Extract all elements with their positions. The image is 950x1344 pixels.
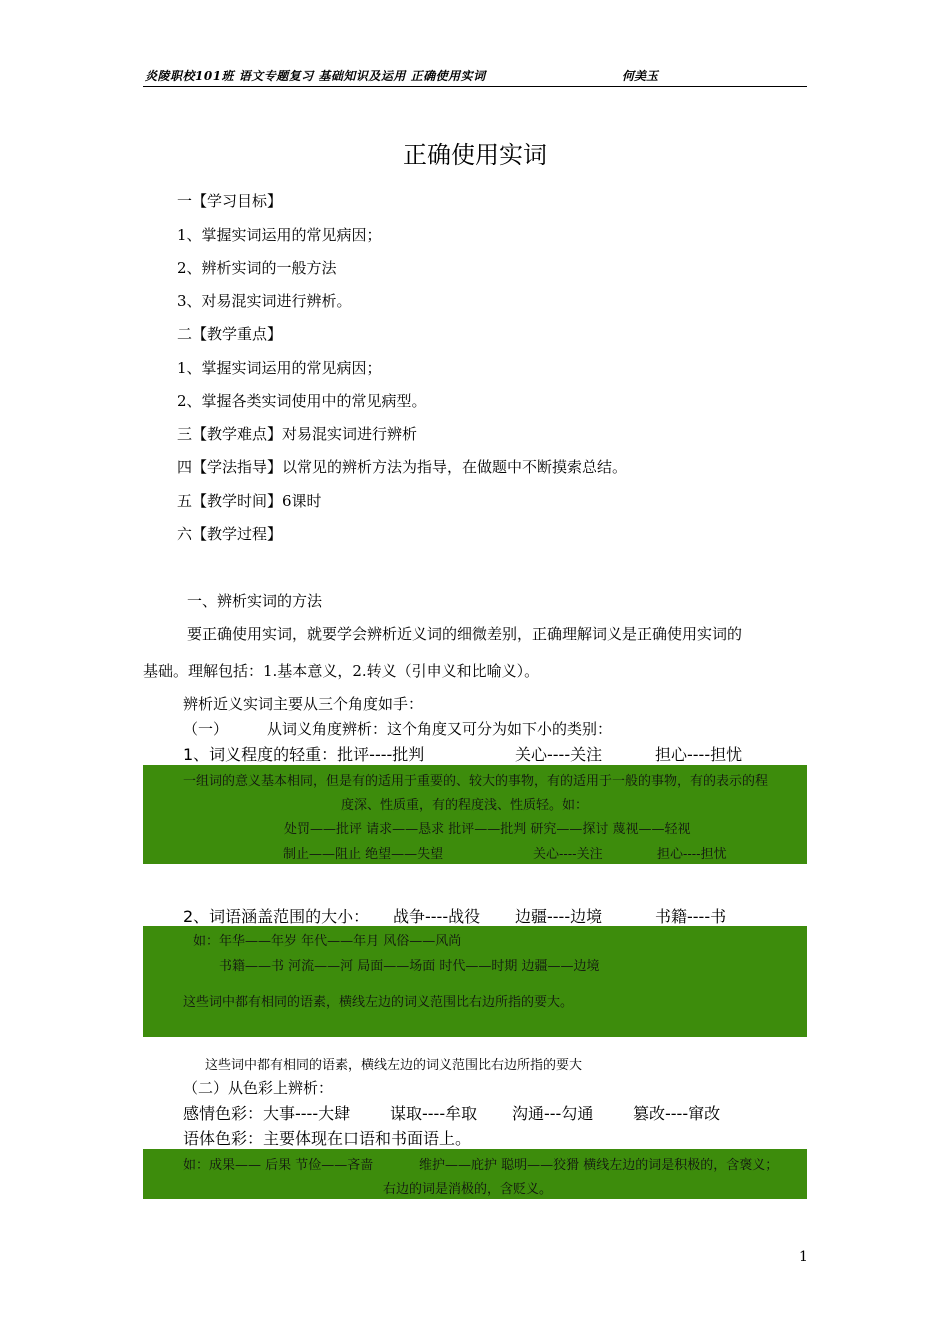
note-line: 这些词中都有相同的语素，横线左边的词义范围比右边所指的要大 <box>205 1058 583 1073</box>
box-1-line-4b: 关心----关注 <box>533 847 603 862</box>
emotion-example-a: 谋取----牟取 <box>390 1104 478 1123</box>
focus-item-1: 1、掌握实词运用的常见病因； <box>177 359 382 377</box>
item-1-label: 1、词义程度的轻重：批评----批判 <box>183 745 425 764</box>
page-title: 正确使用实词 <box>403 141 547 169</box>
item-2-label: 2、词语涵盖范围的大小： <box>183 907 370 926</box>
focus-heading: 二【教学重点】 <box>177 325 283 343</box>
box-2-line-3: 这些词中都有相同的语素，横线左边的词义范围比右边所指的要大。 <box>183 995 574 1010</box>
header-author: 何美玉 <box>622 69 659 83</box>
box-3-line-1b: 维护——庇护 聪明——狡猾 横线左边的词是积极的，含褒义； <box>419 1158 779 1173</box>
item-1-example-b: 担心----担忧 <box>655 745 743 764</box>
header-title: 炎陵职校101班 语文专题复习 基础知识及运用 正确使用实词 <box>145 69 486 83</box>
subsection-2-heading: （二）从色彩上辨析： <box>183 1079 334 1097</box>
goal-item-2: 2、辨析实词的一般方法 <box>177 259 337 277</box>
goal-heading: 一【学习目标】 <box>177 192 283 210</box>
page-number: 1 <box>799 1249 808 1265</box>
highlight-box-2 <box>143 926 807 1037</box>
box-2-line-2: 书籍——书 河流——河 局面——场面 时代——时期 边疆——边境 <box>219 959 600 974</box>
method-line: 四【学法指导】以常见的辨析方法为指导，在做题中不断摸索总结。 <box>177 458 628 476</box>
box-1-line-2: 度深、性质重，有的程度浅、性质轻。如： <box>341 798 589 813</box>
process-heading: 六【教学过程】 <box>177 525 283 543</box>
box-1-line-3: 处罚——批评 请求——恳求 批评——批判 研究——探讨 蔑视——轻视 <box>284 822 691 837</box>
paragraph-line-2: 基础。理解包括：1.基本意义，2.转义（引申义和比喻义）。 <box>143 662 540 680</box>
section-heading: 一、辨析实词的方法 <box>187 592 323 610</box>
highlight-box-1 <box>143 765 807 864</box>
subsection-1-label: （一） <box>183 720 229 738</box>
paragraph-line-1: 要正确使用实词，就要学会辨析近义词的细微差别，正确理解词义是正确使用实词的 <box>187 625 743 643</box>
intro-line: 辨析近义实词主要从三个角度如手： <box>183 695 424 713</box>
item-1-example-a: 关心----关注 <box>515 745 603 764</box>
item-2-example-a: 战争----战役 <box>393 907 481 926</box>
goal-item-1: 1、掌握实词运用的常见病因； <box>177 226 382 244</box>
item-2-example-c: 书籍----书 <box>655 907 727 926</box>
emotion-example-c: 篡改----窜改 <box>633 1104 721 1123</box>
register-line: 语体色彩：主要体现在口语和书面语上。 <box>183 1129 472 1148</box>
header-rule <box>143 86 807 87</box>
time-line: 五【教学时间】6课时 <box>177 492 322 510</box>
emotion-example-b: 沟通---勾通 <box>512 1104 594 1123</box>
box-1-line-4c: 担心----担忧 <box>657 847 727 862</box>
focus-item-2: 2、掌握各类实词使用中的常见病型。 <box>177 392 427 410</box>
box-1-line-1: 一组词的意义基本相同，但是有的适用于重要的、较大的事物，有的适用于一般的事物，有的表示的程 <box>183 774 769 789</box>
box-1-line-4a: 制止——阻止 绝望——失望 <box>283 847 444 862</box>
goal-item-3: 3、对易混实词进行辨析。 <box>177 292 352 310</box>
highlight-box-3 <box>143 1149 807 1199</box>
subsection-1-text: 从词义角度辨析：这个角度又可分为如下小的类别： <box>267 720 613 738</box>
item-2-example-b: 边疆----边境 <box>515 907 603 926</box>
emotion-label: 感情色彩：大事----大肆 <box>183 1104 351 1123</box>
box-2-line-1: 如：年华——年岁 年代——年月 风俗——风尚 <box>193 934 462 949</box>
difficulty-line: 三【教学难点】对易混实词进行辨析 <box>177 425 418 443</box>
box-3-line-2: 右边的词是消极的，含贬义。 <box>383 1182 553 1197</box>
box-3-line-1a: 如：成果—— 后果 节俭——吝啬 <box>183 1158 374 1173</box>
